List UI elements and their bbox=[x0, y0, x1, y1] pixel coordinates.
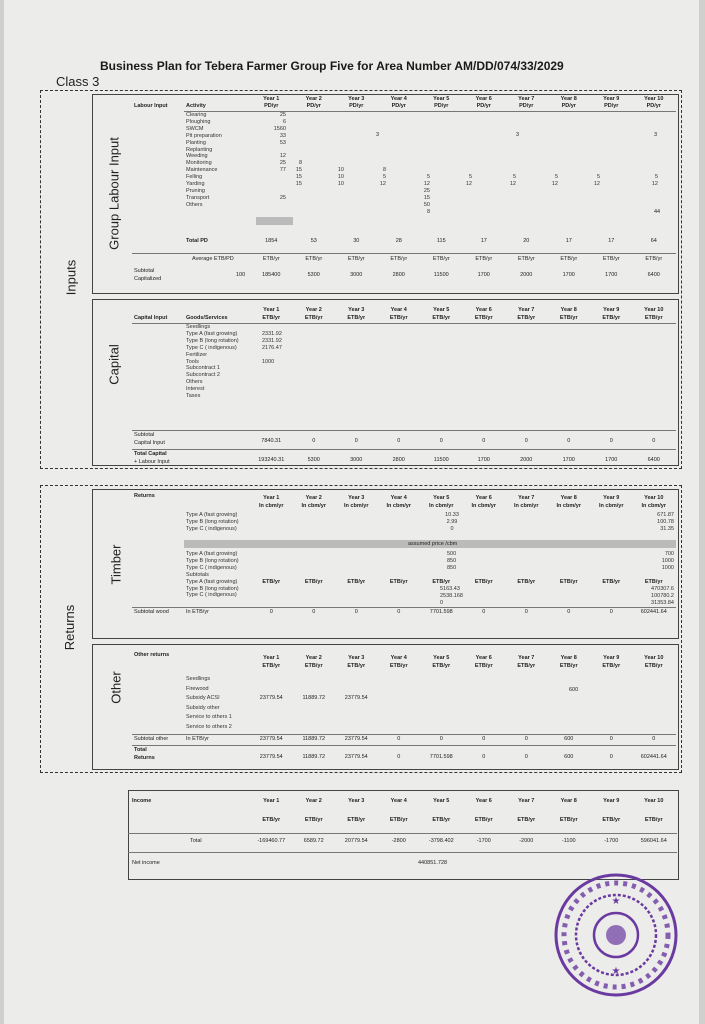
capital-header: Goods/Services bbox=[186, 315, 228, 321]
income-values: -169460.77 6589.72 20779.54 -2800 -3798.402 -1700 -2000 -1100 -1700 596041.64 bbox=[257, 838, 667, 844]
document-page: Business Plan for Tebera Farmer Group Five for Area Number AM/DD/074/33/2029 Class 3 Inputs Returns Group Labour Input Labour Input Activity Year 1 Year 2 Year 3 Year 4 Year 5 Year 6 Year 7 Year 8 Year 9 Year 10 PD/yr PD/yr PD/yr PD/yr PD/yr PD/yr PD/yr PD/yr PD/yr PD/yr Clearing Ploughing SWCM Pit preparation Planting Replanting Weeding Monitoring Maintenance Felling Yarding Pruning Transport Others 25 6 1560 33 53 12 25 77 25 8 15 15 15 10 10 10 3 8 5 12 5 12 25 15 50 8 5 12 3 5 12 5 12 5 12 3 5 12 44 Total PD 1854 53 30 28 115 17 20 17 17 64 Average ETB/PD ETB/yr ETB/yr ETB/yr ETB/yr ETB/yr ETB/yr ETB/yr ETB/yr ETB/yr ETB/yr Subtotal Capitalized 100 185400 5300 3000 2800 11500 1700 2000 1700 1700 6400 Capital Year 1 Year 2 Year 3 Year 4 Year 5 Year 6 Year 7 Year 8 Year 9 Year 10 ETB/yr ETB/yr ETB/yr ETB/yr ETB/yr ETB/yr ETB/yr ETB/yr ETB/yr ETB/yr Capital Input Goods/Services Seedlings Type A (fast growing) Type B (long rotation) Type C ( indigenous) Fertilizer Tools Subcontract 1 Subcontract 2 Others Interest Taxes 2331.92 2331.92 2176.47 1000 Subtotal Capital Input 7840.31 0 0 0 0 0 0 0 0 0 Total Capital + Labour Input 193240.31 5300 3000 2800 11500 1700 2000 1700 1700 6400 Timber Returns Year 1 Year 2 Year 3 Year 4 Year 5 Year 6 Year 7 Year 8 Year 9 Year 10 In cbm/yr In cbm/yr In cbm/yr In cbm/yr In cbm/yr In cbm/yr In cbm/yr In cbm/yr In cbm/yr In cbm/yr Type A (fast growing) Type B (long rotation) Type C ( indigenous) 10.33 2.99 0 671.87 100.78 31.35 assumed price /cbm Type A (fast growing) Type B (long rotation) Type C ( indigenous) Subtotals Type A (fast growing) Type B (long rotation) Type C ( indigenous) 500 850 850 700 1000 1000 ETB/yr ETB/yr ETB/yr ETB/yr ETB/yr ETB/yr ETB/yr ETB/yr ETB/yr ETB/yr 5163.43 2538.168 0 470307.6 100780.2 31353.84 Subtotal wood In ETB/yr 0 0 0 0 7701.598 0 0 0 0 602441.64 Other Other returns Year 1 Year 2 Year 3 Year 4 Year 5 Year 6 Year 7 Year 8 Year 9 Year 10 ETB/yr ETB/yr ETB/yr ETB/yr ETB/yr ETB/yr ETB/yr ETB/yr ETB/yr ETB/yr Seedlings Firewood Subsidy ACSI Subsidy other Service to others 1 Service to others 2 600 23779.54 11889.72 23779.54 Subtotal other In ETB/yr 23779.54 11889.72 23779.54 0 0 0 0 600 0 0 Total Returns 23779.54 11889.72 23779.54 0 7701.598 0 0 600 0 602441.64 Income Year 1 Year 2 Year 3 Year 4 Year 5 Year 6 Year 7 Year 8 Year 9 Year 10 ETB/yr ETB/yr ETB/yr ETB/yr ETB/yr ETB/yr ETB/yr ETB/yr ETB/yr ETB/yr Total -169460.77 6589.72 20779.54 -2800 -3798.402 -1700 -2000 -1100 -1700 596041.64 Net income 440851.728 ★ ★ bbox=[4, 0, 699, 1024]
labour-y4: 8 5 12 bbox=[379, 167, 386, 187]
labour-etb-units: ETB/yr ETB/yr ETB/yr ETB/yr ETB/yr ETB/yr ETB/yr ETB/yr ETB/yr ETB/yr bbox=[262, 256, 663, 262]
labour-y10: 5 12 bbox=[651, 174, 658, 187]
labour-capitalized: 185400 5300 3000 2800 11500 1700 2000 1700 1700 6400 bbox=[262, 272, 660, 278]
total-returns: 23779.54 11889.72 23779.54 0 7701.598 0 0 600 0 602441.64 bbox=[259, 754, 667, 760]
labour-total-label: Total PD bbox=[186, 238, 208, 244]
svg-text:★: ★ bbox=[611, 896, 621, 907]
capitalized-label: Capitalized bbox=[134, 276, 162, 282]
labour-year-headers: Year 1 Year 2 Year 3 Year 4 Year 5 Year 6 Year 7 Year 8 Year 9 Year 10 bbox=[263, 96, 664, 102]
inputs-label: Inputs bbox=[63, 259, 79, 296]
class-label: Class 3 bbox=[56, 74, 100, 89]
average-label: Average ETB/PD bbox=[192, 256, 234, 262]
average-value: 100 bbox=[236, 272, 246, 278]
capital-subtotal: 7840.31 0 0 0 0 0 0 0 0 0 bbox=[261, 438, 656, 444]
other-subtotal: 23779.54 11889.72 23779.54 0 0 0 0 600 0 0 bbox=[259, 736, 656, 742]
labour-activity-header: Activity bbox=[186, 103, 206, 109]
labour-y8: 5 12 bbox=[551, 174, 558, 187]
subtotal-label: Subtotal bbox=[134, 268, 155, 274]
labour-unit-row: PD/yr PD/yr PD/yr PD/yr PD/yr PD/yr PD/yr PD/yr PD/yr PD/yr bbox=[264, 103, 661, 109]
labour-y5: 5 12 25 15 50 8 bbox=[423, 174, 430, 215]
assumed-price-label: assumed price /cbm bbox=[408, 541, 458, 547]
labour-totals: 1854 53 30 28 115 17 20 17 17 64 bbox=[265, 238, 657, 244]
other-label: Other bbox=[108, 671, 124, 704]
capital-label: Capital bbox=[106, 344, 122, 385]
labour-y6: 5 12 bbox=[465, 174, 472, 187]
labour-y3: 10 10 10 bbox=[337, 167, 344, 187]
timber-section bbox=[92, 489, 679, 639]
timber-label: Timber bbox=[108, 544, 124, 585]
group-labour-label: Group Labour Input bbox=[106, 137, 122, 250]
labour-activities: Clearing Ploughing SWCM Pit preparation Planting Replanting Weeding Monitoring Maintenance Felling Yarding Pruning Transport Others bbox=[186, 112, 222, 208]
timber-subtotal: 0 0 0 0 7701.598 0 0 0 0 602441.64 bbox=[269, 609, 667, 615]
capital-items: Seedlings Type A (fast growing) Type B (long rotation) Type C ( indigenous) Fertilizer Tools Subcontract 1 Subcontract 2 Others Interest Taxes bbox=[186, 324, 239, 400]
capital-year1: 2331.92 2331.92 2176.47 1000 bbox=[262, 330, 282, 365]
svg-text:★: ★ bbox=[611, 966, 621, 977]
labour-y7: 5 12 bbox=[509, 174, 516, 187]
total-capital: 193240.31 5300 3000 2800 11500 1700 2000 1700 1700 6400 bbox=[258, 457, 660, 463]
labour-year1-values: 25 6 1560 33 53 12 25 77 25 bbox=[273, 112, 286, 201]
returns-label: Returns bbox=[62, 604, 77, 651]
official-seal-icon bbox=[550, 870, 682, 1000]
labour-y9: 5 12 bbox=[593, 174, 600, 187]
labour-corner: Labour Input bbox=[134, 103, 168, 109]
net-income-value: 440851.728 bbox=[418, 860, 448, 866]
labour-section bbox=[92, 94, 679, 294]
capital-corner: Capital Input bbox=[134, 315, 168, 321]
labour-y2: 8 15 15 15 bbox=[295, 160, 302, 187]
document-title: Business Plan for Tebera Farmer Group Five for Area Number AM/DD/074/33/2029 bbox=[100, 59, 564, 73]
